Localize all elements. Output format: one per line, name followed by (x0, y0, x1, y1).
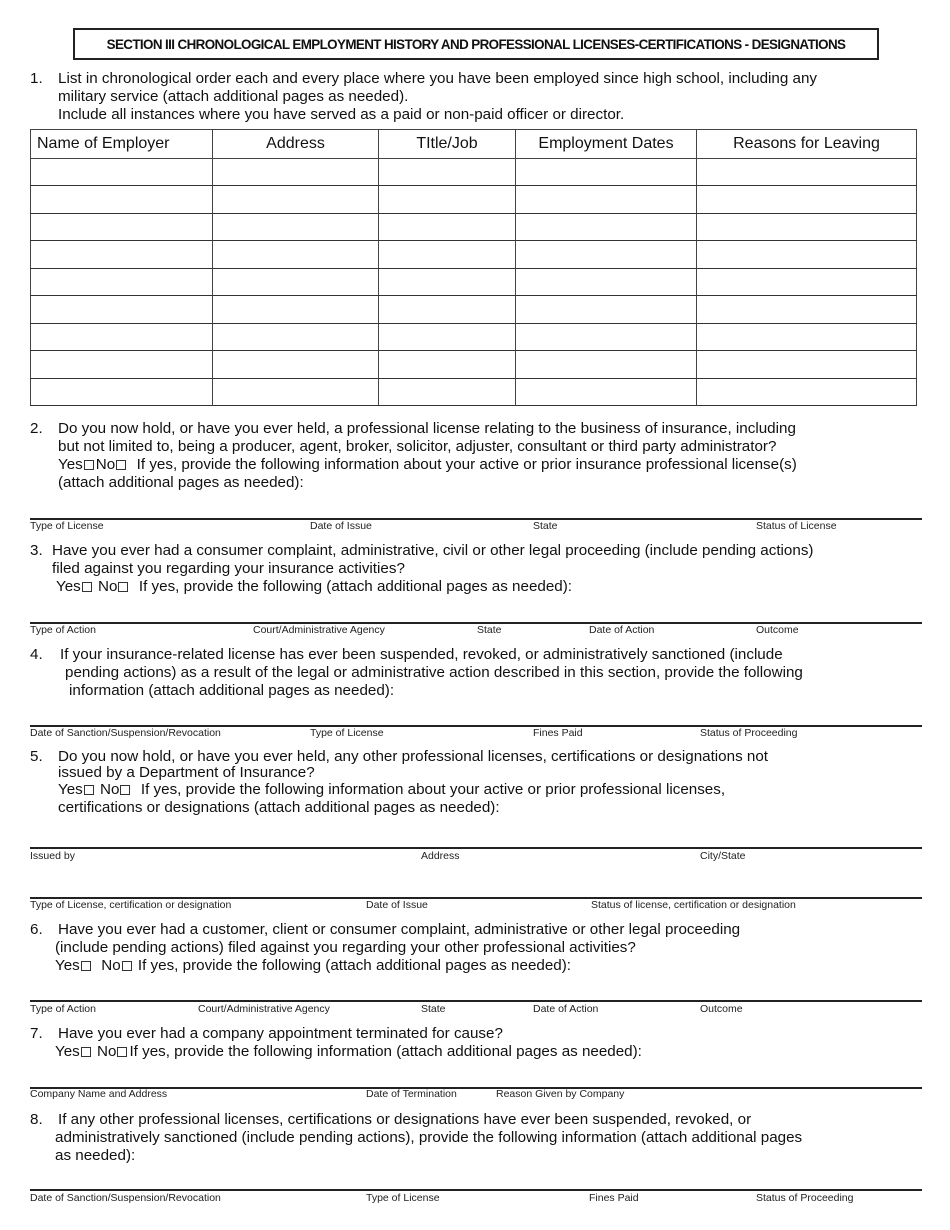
q2-field-status-of-license: Status of License (756, 520, 837, 532)
q3-field-state: State (477, 624, 502, 636)
q3-no-checkbox[interactable] (118, 582, 128, 592)
q8-number: 8. (30, 1111, 43, 1128)
q3-line-1: Have you ever had a consumer complaint, administrative, civil or other legal proceeding (include pending actions) (52, 542, 814, 559)
q8-line-3: as needed): (55, 1147, 136, 1164)
q4-field-status-of-proceeding: Status of Proceeding (700, 727, 798, 739)
col-header-address: Address (213, 130, 379, 159)
q1-number: 1. (30, 70, 43, 87)
section-title: SECTION III CHRONOLOGICAL EMPLOYMENT HISTORY AND PROFESSIONAL LICENSES-CERTIFICATIONS - DESIGNATIONS (73, 28, 879, 60)
table-row (31, 159, 917, 186)
q6-field-court-agency: Court/Administrative Agency (198, 1003, 330, 1015)
cell-employment-dates[interactable] (516, 351, 697, 378)
question-2 (30, 420, 797, 492)
cell-reasons-for-leaving[interactable] (697, 213, 917, 240)
q6-field-type-of-action: Type of Action (30, 1003, 96, 1015)
q3-field-outcome: Outcome (756, 624, 799, 636)
q7-no-checkbox[interactable] (117, 1047, 127, 1057)
col-header-employer: Name of Employer (31, 130, 213, 159)
q6-no-checkbox[interactable] (122, 961, 132, 971)
cell-address[interactable] (213, 213, 379, 240)
q5-line-3: If yes, provide the following information about your active or prior professional licenses, (140, 781, 726, 798)
q7-field-company-name-address: Company Name and Address (30, 1088, 168, 1100)
q4-line-2: pending actions) as a result of the legal or administrative action described in this section, provide the following (65, 664, 803, 681)
q5-line-4: certifications or designations (attach additional pages as needed): (58, 799, 500, 816)
question-7 (30, 1025, 642, 1061)
q4-line-1: If your insurance-related license has ever been suspended, revoked, or administratively sanctioned (include (60, 646, 783, 663)
q5-yes-label: Yes (58, 781, 83, 798)
cell-address[interactable] (213, 186, 379, 213)
col-header-employment-dates: Employment Dates (516, 130, 697, 159)
cell-reasons-for-leaving[interactable] (697, 296, 917, 323)
q5-answer-line-1[interactable] (30, 847, 922, 849)
q8-line-1: If any other professional licenses, certifications or designations have ever been suspended, revoked, or (58, 1111, 752, 1128)
cell-employment-dates[interactable] (516, 296, 697, 323)
table-row (31, 323, 917, 350)
cell-title-job[interactable] (379, 213, 516, 240)
q6-answer-line[interactable] (30, 1000, 922, 1002)
q2-field-date-of-issue: Date of Issue (310, 520, 372, 532)
q4-field-date-of-sanction: Date of Sanction/Suspension/Revocation (30, 727, 221, 739)
q2-line-2: but not limited to, being a producer, agent, broker, solicitor, adjuster, consultant or third party administrator? (58, 438, 777, 455)
q2-field-state: State (533, 520, 558, 532)
q5-field-issued-by: Issued by (30, 850, 75, 862)
cell-reasons-for-leaving[interactable] (697, 159, 917, 186)
cell-title-job[interactable] (379, 268, 516, 295)
cell-employment-dates[interactable] (516, 213, 697, 240)
cell-employment-dates[interactable] (516, 186, 697, 213)
q3-field-type-of-action: Type of Action (30, 624, 96, 636)
q5-no-checkbox[interactable] (120, 785, 130, 795)
cell-employment-dates[interactable] (516, 268, 697, 295)
q8-field-fines-paid: Fines Paid (589, 1192, 639, 1204)
cell-employer[interactable] (31, 296, 213, 323)
q7-line-2: If yes, provide the following information (attach additional pages as needed): (129, 1043, 642, 1060)
q2-yes-checkbox[interactable] (84, 460, 94, 470)
cell-employer[interactable] (31, 241, 213, 268)
cell-title-job[interactable] (379, 159, 516, 186)
cell-address[interactable] (213, 268, 379, 295)
q5-field-city-state: City/State (700, 850, 746, 862)
q8-line-2: administratively sanctioned (include pending actions), provide the following information (attach additional pages (55, 1129, 803, 1146)
employment-history-table (30, 129, 917, 406)
cell-employment-dates[interactable] (516, 378, 697, 406)
cell-employer[interactable] (31, 268, 213, 295)
q7-yes-label: Yes (55, 1043, 80, 1060)
table-row (31, 213, 917, 240)
q2-number: 2. (30, 420, 43, 437)
table-row (31, 268, 917, 295)
cell-address[interactable] (213, 323, 379, 350)
q2-no-label: No (95, 456, 116, 473)
cell-title-job[interactable] (379, 323, 516, 350)
q2-yes-label: Yes (58, 456, 83, 473)
cell-employment-dates[interactable] (516, 323, 697, 350)
q6-no-label: No (101, 957, 121, 974)
cell-reasons-for-leaving[interactable] (697, 323, 917, 350)
cell-employer[interactable] (31, 213, 213, 240)
q7-field-reason-given: Reason Given by Company (496, 1088, 625, 1100)
q6-field-outcome: Outcome (700, 1003, 743, 1015)
cell-employer[interactable] (31, 186, 213, 213)
q6-number: 6. (30, 921, 43, 938)
q7-yes-checkbox[interactable] (81, 1047, 91, 1057)
q6-field-state: State (421, 1003, 446, 1015)
cell-reasons-for-leaving[interactable] (697, 351, 917, 378)
question-8 (30, 1111, 802, 1165)
cell-reasons-for-leaving[interactable] (697, 186, 917, 213)
cell-address[interactable] (213, 351, 379, 378)
table-row (31, 296, 917, 323)
cell-title-job[interactable] (379, 241, 516, 268)
q5-field-type-of-license-cert: Type of License, certification or designation (30, 899, 232, 911)
cell-employer[interactable] (31, 378, 213, 406)
cell-address[interactable] (213, 241, 379, 268)
q5-field-date-of-issue: Date of Issue (366, 899, 428, 911)
q5-field-address: Address (421, 850, 460, 862)
q1-line-3: Include all instances where you have served as a paid or non-paid officer or director. (58, 106, 625, 123)
q7-number: 7. (30, 1025, 43, 1042)
cell-employment-dates[interactable] (516, 159, 697, 186)
q1-line-2: military service (attach additional pages as needed). (58, 88, 409, 105)
cell-employer[interactable] (31, 159, 213, 186)
q5-yes-checkbox[interactable] (84, 785, 94, 795)
q3-number: 3. (30, 542, 43, 559)
q2-field-type-of-license: Type of License (30, 520, 104, 532)
table-row (31, 241, 917, 268)
cell-reasons-for-leaving[interactable] (697, 268, 917, 295)
q3-line-3: If yes, provide the following (attach additional pages as needed): (138, 578, 573, 595)
q8-field-type-of-license: Type of License (366, 1192, 440, 1204)
question-6 (30, 921, 740, 975)
q8-field-status-of-proceeding: Status of Proceeding (756, 1192, 854, 1204)
q8-field-date-of-sanction: Date of Sanction/Suspension/Revocation (30, 1192, 221, 1204)
q4-field-type-of-license: Type of License (310, 727, 384, 739)
table-row (31, 351, 917, 378)
q6-line-3: If yes, provide the following (attach additional pages as needed): (137, 957, 572, 974)
cell-title-job[interactable] (379, 296, 516, 323)
q2-line-1: Do you now hold, or have you ever held, a professional license relating to the business of insurance, including (58, 420, 796, 437)
cell-title-job[interactable] (379, 186, 516, 213)
cell-address[interactable] (213, 159, 379, 186)
question-5 (30, 749, 768, 817)
q8-answer-line[interactable] (30, 1189, 922, 1191)
q4-line-3: information (attach additional pages as needed): (69, 682, 395, 699)
q2-line-3: If yes, provide the following information about your active or prior insurance professional license(s) (136, 456, 797, 473)
q7-line-1: Have you ever had a company appointment terminated for cause? (58, 1025, 503, 1042)
q3-line-2: filed against you regarding your insurance activities? (52, 560, 405, 577)
cell-title-job[interactable] (379, 378, 516, 406)
q5-line-2: issued by a Department of Insurance? (58, 764, 315, 781)
cell-employment-dates[interactable] (516, 241, 697, 268)
q5-line-1: Do you now hold, or have you ever held, any other professional licenses, certifications or designations not (58, 748, 769, 765)
q1-line-1: List in chronological order each and every place where you have been employed since high school, including any (58, 70, 818, 87)
q2-no-checkbox[interactable] (116, 460, 126, 470)
cell-employer[interactable] (31, 351, 213, 378)
q6-yes-label: Yes (55, 957, 80, 974)
cell-employer[interactable] (31, 323, 213, 350)
cell-address[interactable] (213, 296, 379, 323)
question-3 (30, 542, 813, 596)
table-row (31, 186, 917, 213)
q2-line-4: (attach additional pages as needed): (58, 474, 304, 491)
table-header-row (31, 130, 917, 159)
cell-address[interactable] (213, 378, 379, 406)
q3-no-label: No (98, 578, 118, 595)
question-1 (30, 70, 817, 124)
q4-field-fines-paid: Fines Paid (533, 727, 583, 739)
q6-line-2: (include pending actions) filed against you regarding your other professional activities? (55, 939, 636, 956)
q5-field-status-of-license-cert: Status of license, certification or designation (591, 899, 796, 911)
q3-field-date-of-action: Date of Action (589, 624, 655, 636)
cell-reasons-for-leaving[interactable] (697, 241, 917, 268)
q5-number: 5. (30, 748, 43, 765)
table-row (31, 378, 917, 406)
q7-field-date-of-termination: Date of Termination (366, 1088, 457, 1100)
col-header-title-job: TItle/Job (379, 130, 516, 159)
cell-title-job[interactable] (379, 351, 516, 378)
q3-yes-checkbox[interactable] (82, 582, 92, 592)
q5-no-label: No (100, 781, 120, 798)
q3-yes-label: Yes (56, 578, 81, 595)
q6-line-1: Have you ever had a customer, client or consumer complaint, administrative or other legal proceeding (58, 921, 741, 938)
question-4 (30, 646, 803, 700)
q6-yes-checkbox[interactable] (81, 961, 91, 971)
q3-field-court-agency: Court/Administrative Agency (253, 624, 385, 636)
q6-field-date-of-action: Date of Action (533, 1003, 599, 1015)
col-header-reasons-for-leaving: Reasons for Leaving (697, 130, 917, 159)
q7-no-label: No (97, 1043, 117, 1060)
q4-number: 4. (30, 646, 43, 663)
cell-reasons-for-leaving[interactable] (697, 378, 917, 406)
